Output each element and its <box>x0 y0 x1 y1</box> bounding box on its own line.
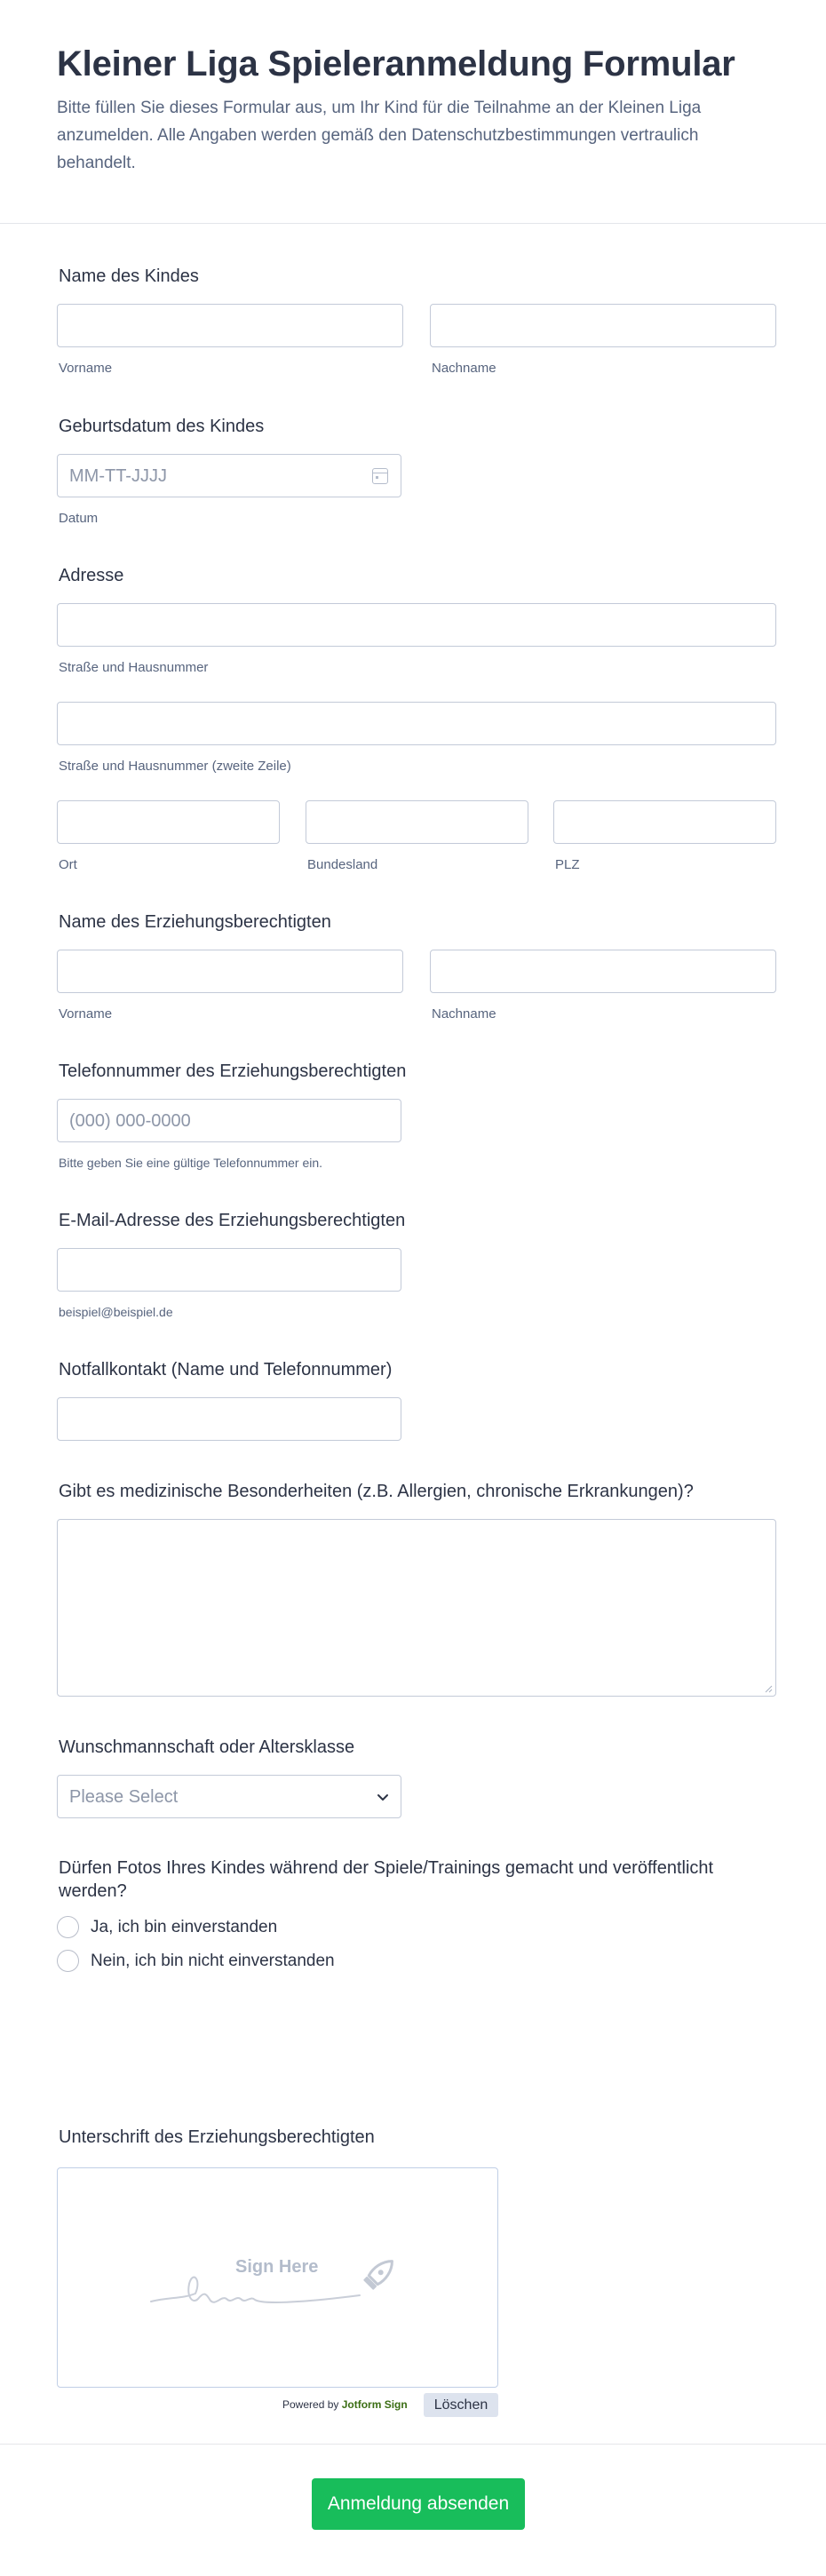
guardian-first-name-input[interactable] <box>57 950 403 993</box>
signature-hint: Sign Here <box>235 2257 319 2277</box>
team-select-value: Please Select <box>69 1787 179 1807</box>
radio-no-label: Nein, ich bin nicht einverstanden <box>91 1952 335 1970</box>
email-sublabel: beispiel@beispiel.de <box>59 1305 173 1319</box>
street2-input[interactable] <box>57 702 776 745</box>
photo-consent-option-no[interactable] <box>57 1950 359 1975</box>
guardian-last-name-input[interactable] <box>430 950 776 993</box>
medical-textarea[interactable] <box>57 1519 776 1697</box>
team-select[interactable] <box>57 1775 401 1818</box>
calendar-icon[interactable] <box>372 468 388 484</box>
birthdate-sublabel: Datum <box>59 511 99 526</box>
street-input[interactable] <box>57 603 776 647</box>
child-first-name-input[interactable] <box>57 304 403 347</box>
chevron-down-icon <box>376 1790 390 1804</box>
team-label: Wunschmannschaft oder Altersklasse <box>59 1737 355 1757</box>
medical-label: Gibt es medizinische Besonderheiten (z.B. Allergien, chronische Erkrankungen)? <box>59 1482 694 1501</box>
state-input[interactable] <box>306 800 528 844</box>
street-sublabel: Straße und Hausnummer <box>59 660 209 675</box>
emergency-contact-label: Notfallkontakt (Name und Telefonnummer) <box>59 1360 393 1379</box>
email-input[interactable] <box>57 1248 401 1292</box>
signature-label: Unterschrift des Erziehungsberechtigten <box>59 2127 375 2147</box>
address-label: Adresse <box>59 566 124 585</box>
submit-button[interactable]: Anmeldung absenden <box>312 2478 525 2530</box>
phone-placeholder: (000) 000-0000 <box>69 1111 191 1131</box>
street2-sublabel: Straße und Hausnummer (zweite Zeile) <box>59 759 291 774</box>
radio-no[interactable] <box>57 1950 79 1972</box>
child-name-label: Name des Kindes <box>59 266 199 286</box>
guardian-first-name-sublabel: Vorname <box>59 1006 113 1022</box>
city-input[interactable] <box>57 800 280 844</box>
radio-yes-label: Ja, ich bin einverstanden <box>91 1918 278 1936</box>
zip-sublabel: PLZ <box>555 857 580 872</box>
child-first-name-sublabel: Vorname <box>59 361 113 376</box>
form-subtitle: Bitte füllen Sie dieses Formular aus, um Ihr Kind für die Teilnahme an der Kleinen Liga anzumelden. Alle Angaben werden gemäß den Datenschutzbestimmungen vertraulich behandelt. <box>57 99 702 172</box>
signature-pad[interactable] <box>57 2167 498 2388</box>
emergency-contact-input[interactable] <box>57 1397 401 1441</box>
guardian-last-name-sublabel: Nachname <box>432 1006 496 1022</box>
phone-sublabel: Bitte geben Sie eine gültige Telefonnummer ein. <box>59 1156 323 1170</box>
birthdate-input[interactable] <box>57 454 401 497</box>
radio-yes[interactable] <box>57 1916 79 1938</box>
photo-consent-option-yes[interactable] <box>57 1916 341 1941</box>
child-last-name-sublabel: Nachname <box>432 361 496 376</box>
powered-by-prefix: Powered by <box>282 2398 339 2411</box>
birthdate-label: Geburtsdatum des Kindes <box>59 417 265 436</box>
pen-nib-icon <box>360 2253 401 2294</box>
birthdate-placeholder: MM-TT-JJJJ <box>69 466 167 486</box>
guardian-name-label: Name des Erziehungsberechtigten <box>59 912 331 932</box>
state-sublabel: Bundesland <box>307 857 378 872</box>
phone-input[interactable] <box>57 1099 401 1142</box>
phone-label: Telefonnummer des Erziehungsberechtigten <box>59 1061 407 1081</box>
city-sublabel: Ort <box>59 857 77 872</box>
zip-input[interactable] <box>553 800 776 844</box>
form-header <box>0 0 826 224</box>
powered-by-brand: Jotform Sign <box>341 2398 408 2411</box>
child-last-name-input[interactable] <box>430 304 776 347</box>
form-title: Kleiner Liga Spieleranmeldung Formular <box>57 44 735 83</box>
signature-clear-button[interactable]: Löschen <box>424 2393 498 2417</box>
resize-handle-icon[interactable] <box>765 1685 773 1693</box>
footer-divider <box>0 2444 826 2445</box>
photo-consent-label: Dürfen Fotos Ihres Kindes während der Spiele/Trainings gemacht und veröffentlicht werden? <box>59 1858 714 1901</box>
email-label: E-Mail-Adresse des Erziehungsberechtigten <box>59 1211 406 1230</box>
powered-by <box>282 2398 408 2411</box>
